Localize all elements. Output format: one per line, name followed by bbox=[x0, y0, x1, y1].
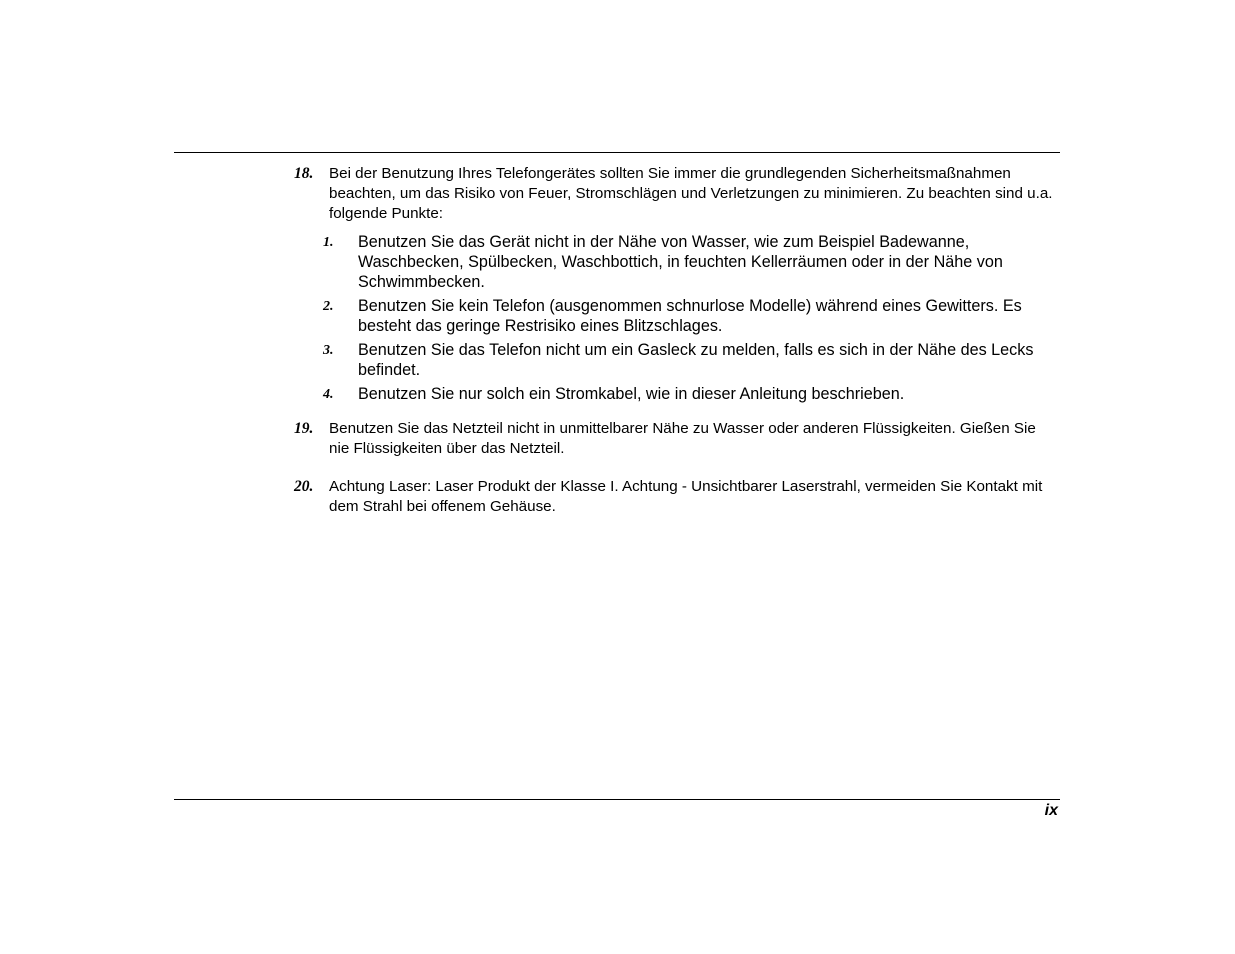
header-rule bbox=[174, 152, 1060, 153]
item-text: Achtung Laser: Laser Produkt der Klasse I. Achtung - Unsichtbarer Laserstrahl, vermeiden Sie Kontakt mit dem Strahl bei offenem Gehäuse. bbox=[329, 478, 1043, 515]
sub-item-number: 4. bbox=[323, 387, 334, 402]
sub-item-text: Benutzen Sie das Telefon nicht um ein Gasleck zu melden, falls es sich in der Nähe des Lecks befindet. bbox=[358, 341, 1034, 379]
sub-item-number: 3. bbox=[323, 343, 334, 358]
sub-item-text: Benutzen Sie nur solch ein Stromkabel, wie in dieser Anleitung beschrieben. bbox=[358, 385, 905, 403]
item-number: 18. bbox=[294, 165, 314, 182]
list-item-19 bbox=[294, 419, 1054, 459]
sub-item-number: 2. bbox=[323, 299, 334, 314]
sub-item-4 bbox=[323, 384, 1058, 404]
sub-item-2 bbox=[323, 296, 1058, 336]
item-text: Bei der Benutzung Ihres Telefongerätes sollten Sie immer die grundlegenden Sicherheitsmaßnahmen beachten, um das Risiko von Feuer, Stromschlägen und Verletzungen zu minimieren. Zu beachten sind u.a. folgende Punkte: bbox=[329, 165, 1053, 222]
footer-rule bbox=[174, 799, 1060, 800]
item-number: 20. bbox=[294, 478, 314, 495]
page-number: ix bbox=[1044, 802, 1058, 819]
sub-item-number: 1. bbox=[323, 235, 334, 250]
list-item-18 bbox=[294, 164, 1054, 224]
list-item-20 bbox=[294, 477, 1054, 517]
sub-item-3 bbox=[323, 340, 1058, 380]
item-number: 19. bbox=[294, 420, 314, 437]
sub-item-text: Benutzen Sie kein Telefon (ausgenommen schnurlose Modelle) während eines Gewitters. Es besteht das geringe Restrisiko eines Blitzschlages. bbox=[358, 297, 1022, 335]
item-text: Benutzen Sie das Netzteil nicht in unmittelbarer Nähe zu Wasser oder anderen Flüssigkeiten. Gießen Sie nie Flüssigkeiten über das Netzteil. bbox=[329, 420, 1036, 457]
sub-item-1 bbox=[323, 232, 1058, 292]
sub-item-text: Benutzen Sie das Gerät nicht in der Nähe von Wasser, wie zum Beispiel Badewanne, Waschbecken, Spülbecken, Waschbottich, in feuchten Kellerräumen oder in der Nähe von Schwimmbecken. bbox=[358, 233, 1003, 291]
